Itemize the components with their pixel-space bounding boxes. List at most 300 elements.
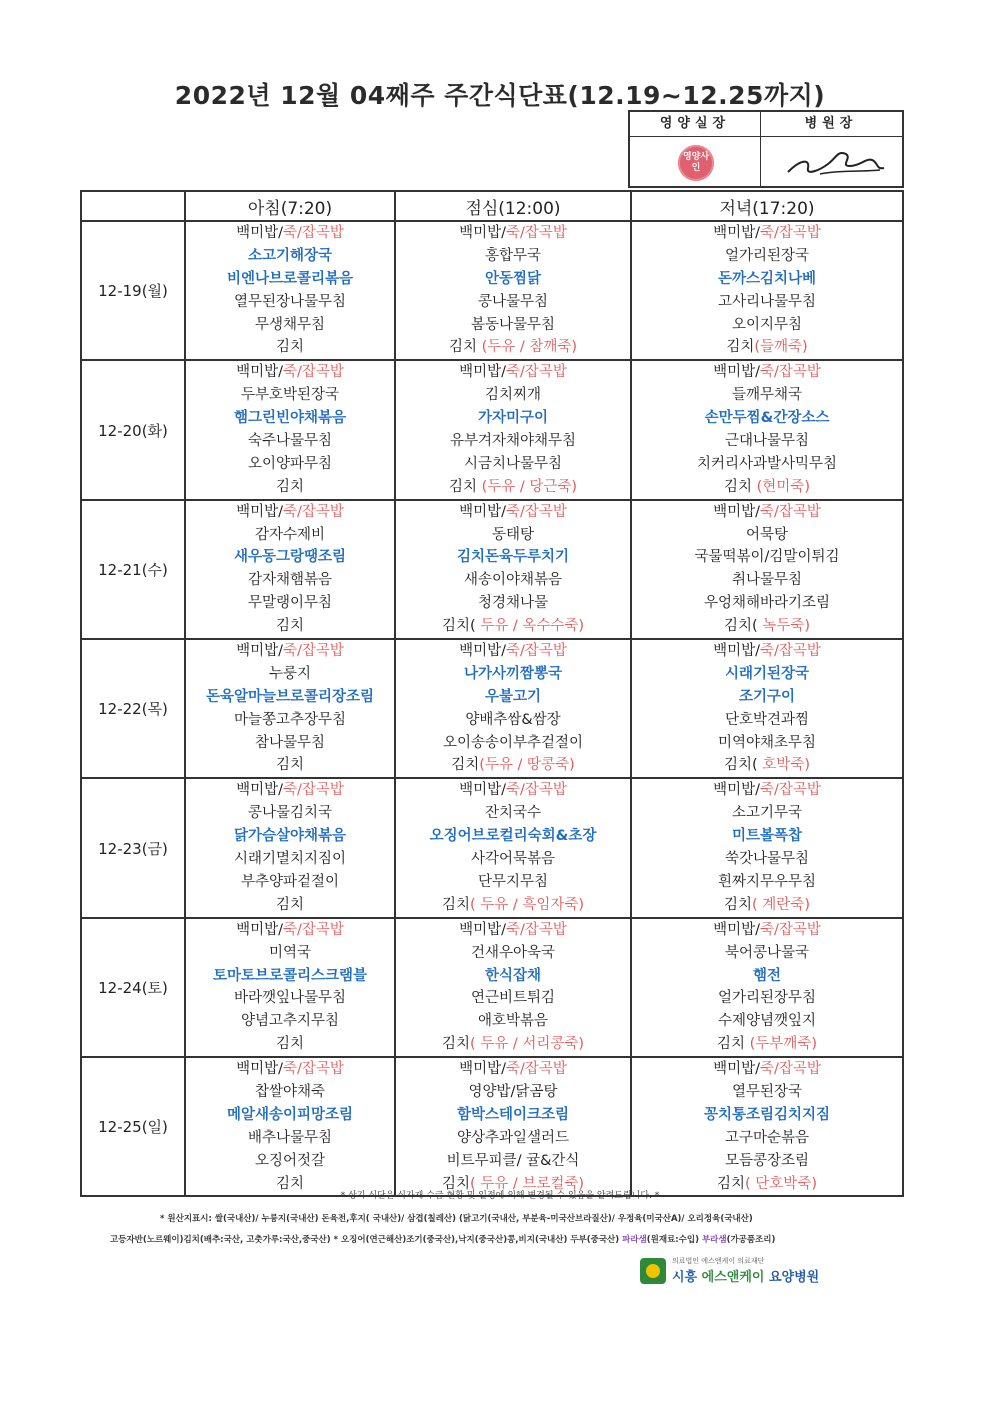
menu-item-text: 김치( — [441, 618, 481, 635]
menu-item-text: 동태탕 — [491, 526, 535, 543]
origin-brand-b: 부라샘 — [701, 1235, 727, 1245]
dinner-cell — [631, 1057, 903, 1196]
dinner-cell — [631, 639, 903, 778]
menu-item — [396, 430, 630, 453]
menu-item — [186, 1058, 394, 1081]
menu-item — [186, 942, 394, 965]
menu-item — [632, 825, 902, 848]
menu-item-text: 김치 — [717, 1036, 750, 1053]
menu-item-text: 김치 — [724, 896, 753, 913]
menu-item-text: 두부호박된장국 — [240, 387, 340, 404]
menu-item-text: 우불고기 — [484, 688, 542, 705]
logo-mark-icon — [640, 1258, 666, 1284]
date-cell: 12-23(금) — [81, 778, 185, 917]
corner-cell — [81, 191, 185, 221]
breakfast-cell — [185, 360, 395, 499]
menu-item-text: 햄그린빈야채볶음 — [233, 410, 347, 427]
menu-item-text: 김치 — [275, 1175, 304, 1192]
menu-item-text: 가자미구이 — [477, 410, 549, 427]
menu-item — [186, 871, 394, 894]
menu-item — [396, 640, 630, 663]
menu-item-highlight: 두유 / 옥수수죽) — [480, 618, 585, 635]
menu-item-highlight: (두유 / 땅콩죽) — [479, 757, 575, 774]
menu-item-text: 햄전 — [752, 967, 781, 984]
menu-item — [632, 268, 902, 291]
menu-item-text: 감자채햄볶음 — [247, 572, 333, 589]
menu-item — [632, 894, 902, 917]
menu-item-text: 콩나물김치국 — [247, 805, 333, 822]
menu-item — [632, 245, 902, 268]
menu-item — [186, 592, 394, 615]
seal-stamp — [678, 145, 714, 181]
menu-item-highlight: 호박죽) — [762, 757, 810, 774]
menu-item — [632, 709, 902, 732]
menu-item-highlight: ( 두유 / 브로컬죽) — [469, 1175, 585, 1192]
logo-name-b: 에스앤케이 — [701, 1270, 765, 1285]
menu-item-text: 바라깻잎나물무침 — [233, 990, 347, 1007]
date-cell: 12-22(목) — [81, 639, 185, 778]
menu-item — [632, 942, 902, 965]
menu-item — [632, 615, 902, 638]
menu-item-text: 근대나물무침 — [724, 433, 810, 450]
menu-item-text: 고구마순볶음 — [724, 1129, 810, 1146]
date-cell: 12-19(월) — [81, 221, 185, 360]
menu-item — [186, 1010, 394, 1033]
menu-item — [632, 384, 902, 407]
menu-item — [632, 592, 902, 615]
menu-item-text: 영양밥/닭곰탕 — [468, 1083, 558, 1100]
menu-item-text: 백미밥/ — [236, 921, 283, 938]
dinner-cell — [631, 221, 903, 360]
menu-item-text: 백미밥/ — [459, 503, 506, 520]
menu-item — [186, 894, 394, 917]
menu-item-text: 백미밥/ — [713, 1061, 760, 1078]
menu-item-text: 비엔나브로콜리볶음 — [226, 270, 354, 287]
menu-item — [186, 1104, 394, 1127]
dinner-cell — [631, 500, 903, 639]
menu-item-highlight: 죽/잡곡밥 — [505, 782, 567, 799]
date-cell: 12-24(토) — [81, 918, 185, 1057]
menu-item — [396, 1033, 630, 1056]
menu-item-text: 김치 — [451, 757, 480, 774]
menu-item-text: 사각어묵볶음 — [470, 851, 556, 868]
breakfast-header: 아침(7:20) — [185, 191, 395, 221]
menu-item-text: 새우동그랑땡조림 — [233, 549, 347, 566]
breakfast-cell — [185, 1057, 395, 1196]
menu-item — [186, 291, 394, 314]
menu-item — [396, 802, 630, 825]
breakfast-cell — [185, 778, 395, 917]
menu-item-text: 새송이야채볶음 — [463, 572, 563, 589]
menu-item — [396, 407, 630, 430]
menu-item-text: 나가사끼짬뽕국 — [463, 665, 563, 682]
menu-item-text: 미트볼폭찹 — [731, 828, 803, 845]
menu-item — [632, 546, 902, 569]
menu-item — [396, 663, 630, 686]
menu-item-highlight: 죽/잡곡밥 — [759, 225, 821, 241]
menu-item — [396, 848, 630, 871]
menu-item-text: 고사리나물무침 — [717, 293, 817, 310]
menu-item-text: 흰짜지무우무침 — [717, 873, 817, 890]
menu-item-highlight: (두부깨죽) — [749, 1036, 817, 1053]
menu-item — [186, 476, 394, 499]
menu-item — [186, 825, 394, 848]
menu-item — [186, 430, 394, 453]
lunch-cell — [395, 221, 631, 360]
menu-item-highlight: (두유 / 참깨죽) — [481, 339, 578, 356]
menu-item-highlight: 죽/잡곡밥 — [282, 503, 344, 520]
menu-item — [632, 222, 902, 245]
hospital-logo — [640, 1256, 820, 1290]
menu-item-text: 백미밥/ — [236, 364, 283, 381]
menu-item-highlight: 녹두죽) — [762, 618, 810, 635]
menu-item — [632, 663, 902, 686]
menu-item — [632, 501, 902, 524]
menu-item-text: 함박스테이크조림 — [456, 1106, 570, 1123]
menu-item — [396, 825, 630, 848]
menu-item-highlight: 죽/잡곡밥 — [282, 1061, 344, 1078]
menu-item — [186, 336, 394, 359]
menu-item — [396, 592, 630, 615]
menu-item-text: 김치( — [724, 757, 763, 774]
menu-item — [396, 314, 630, 337]
menu-item-text: 찹쌀야채죽 — [254, 1083, 326, 1100]
menu-item-text: 단호박견과찜 — [724, 711, 810, 728]
lunch-header: 점심(12:00) — [395, 191, 631, 221]
menu-item — [186, 314, 394, 337]
menu-item-highlight: (들깨죽) — [754, 339, 808, 356]
menu-item-text: 청경채나물 — [477, 595, 549, 612]
menu-item — [186, 569, 394, 592]
menu-item-text: 백미밥/ — [459, 782, 506, 799]
menu-item-text: 백미밥/ — [236, 782, 283, 799]
menu-item-text: 단무지무침 — [477, 873, 549, 890]
menu-item-text: 돈까스김치나베 — [717, 270, 817, 287]
menu-item-text: 마늘쫑고추장무침 — [233, 711, 347, 728]
menu-item-text: 연근비트튀김 — [470, 990, 556, 1007]
menu-item — [186, 453, 394, 476]
day-row — [81, 778, 903, 917]
menu-item — [396, 894, 630, 917]
menu-item — [186, 754, 394, 777]
menu-item — [396, 709, 630, 732]
lunch-cell — [395, 1057, 631, 1196]
menu-item — [186, 546, 394, 569]
menu-item — [396, 942, 630, 965]
change-notice: * 상기 식단은 식자재 수급 현황 및 일정에 의해 변경될 수 있음을 알려드립니다. * — [340, 1191, 660, 1201]
menu-item — [396, 268, 630, 291]
menu-item-highlight: 죽/잡곡밥 — [759, 364, 821, 381]
day-row — [81, 1057, 903, 1196]
menu-item-text: 김치 — [275, 757, 304, 774]
menu-item-text: 조기구이 — [738, 688, 796, 705]
menu-item-text: 열무된장국 — [731, 1083, 803, 1100]
menu-item-text: 오징어브로컬리숙회&초장 — [429, 828, 597, 845]
menu-item-highlight: 죽/잡곡밥 — [505, 225, 567, 241]
breakfast-cell — [185, 500, 395, 639]
weekly-menu-table — [80, 190, 904, 1197]
menu-item — [396, 1150, 630, 1173]
menu-item-text: 들깨무채국 — [731, 387, 803, 404]
origin-info-line1: * 원산지표시: 쌀(국내산)/ 누룽지(국내산) 돈육전,후지( 국내산)/ 삼겹(칠레산) (닭고기(국내산, 부분육-미국산브라질산)/ 우정육(미국산A)/ 오리정육(국내산) — [160, 1214, 753, 1224]
menu-item-text: 오이지무침 — [731, 316, 803, 333]
menu-item-text: 김치 — [441, 1175, 470, 1192]
menu-item — [632, 987, 902, 1010]
menu-item — [396, 754, 630, 777]
menu-item-highlight: 죽/잡곡밥 — [505, 921, 567, 938]
menu-item-text: 백미밥/ — [236, 643, 283, 660]
menu-item — [186, 686, 394, 709]
menu-item — [396, 686, 630, 709]
menu-item — [186, 615, 394, 638]
menu-item — [396, 1127, 630, 1150]
signature-icon — [780, 140, 890, 180]
lunch-cell — [395, 778, 631, 917]
menu-item — [186, 222, 394, 245]
date-cell: 12-25(일) — [81, 1057, 185, 1196]
menu-item-text: 백미밥/ — [236, 503, 283, 520]
menu-item — [396, 987, 630, 1010]
menu-item-highlight: 죽/잡곡밥 — [759, 503, 821, 520]
menu-item-text: 돈육알마늘브로콜리장조림 — [205, 688, 375, 705]
logo-name-c: 요양병원 — [764, 1270, 820, 1285]
menu-item — [186, 1127, 394, 1150]
menu-item — [632, 1010, 902, 1033]
menu-item — [396, 546, 630, 569]
menu-item-highlight: 죽/잡곡밥 — [759, 1061, 821, 1078]
menu-item-text: 김치 — [441, 896, 470, 913]
menu-item — [396, 476, 630, 499]
menu-item-text: 부추양파겉절이 — [240, 873, 340, 890]
menu-item-text: 북어콩나물국 — [724, 944, 810, 961]
dinner-header: 저녁(17:20) — [631, 191, 903, 221]
menu-item-text: 백미밥/ — [459, 1061, 506, 1078]
menu-item — [632, 802, 902, 825]
menu-item-highlight: 죽/잡곡밥 — [759, 782, 821, 799]
menu-item — [186, 919, 394, 942]
menu-item-text: 안동찜닭 — [484, 270, 542, 287]
date-cell: 12-21(수) — [81, 500, 185, 639]
menu-item-highlight: (현미죽) — [756, 478, 810, 495]
menu-item-highlight: (두유 / 당근죽) — [481, 478, 578, 495]
menu-item — [632, 430, 902, 453]
menu-item-text: 백미밥/ — [713, 364, 760, 381]
menu-item — [632, 732, 902, 755]
menu-item — [632, 1081, 902, 1104]
logo-name-a: 시흥 — [672, 1270, 702, 1285]
dinner-cell — [631, 360, 903, 499]
menu-item-highlight: 죽/잡곡밥 — [505, 364, 567, 381]
menu-item-text: 백미밥/ — [713, 782, 760, 799]
dinner-cell — [631, 918, 903, 1057]
menu-item-text: 백미밥/ — [236, 225, 283, 241]
menu-item-text: 콩나물무침 — [477, 293, 549, 310]
menu-item-text: 쑥갓나물무침 — [724, 851, 810, 868]
menu-item — [186, 524, 394, 547]
menu-item — [186, 848, 394, 871]
menu-item-highlight: 죽/잡곡밥 — [282, 225, 344, 241]
menu-item — [632, 1033, 902, 1056]
lunch-cell — [395, 639, 631, 778]
menu-item-text: 김치 — [275, 896, 304, 913]
menu-item — [632, 640, 902, 663]
day-row — [81, 918, 903, 1057]
menu-item — [186, 732, 394, 755]
menu-item-text: 시금치나물무침 — [463, 455, 563, 472]
dinner-cell — [631, 778, 903, 917]
menu-item-text: 오징어젓갈 — [254, 1152, 326, 1169]
menu-item-text: 메알새송이피망조림 — [226, 1106, 354, 1123]
menu-item-text: 치커리사과발사믹무침 — [696, 455, 838, 472]
menu-item — [632, 524, 902, 547]
menu-item-text: 누룽지 — [268, 665, 312, 682]
menu-item-text: 김치 — [441, 1036, 470, 1053]
menu-item-highlight: ( 계란죽) — [752, 896, 810, 913]
seal-stamp-text: 영양사 인 — [682, 152, 710, 173]
menu-item — [396, 779, 630, 802]
menu-item-highlight: 죽/잡곡밥 — [759, 921, 821, 938]
approval-box — [628, 110, 904, 188]
menu-item-text: 얼가리된장국 — [724, 247, 810, 264]
menu-item-highlight: 죽/잡곡밥 — [505, 503, 567, 520]
origin-text-c: (원재료:수입) — [646, 1235, 702, 1245]
logo-subtitle: 의료법인 에스앤케이 의료재단 — [672, 1257, 765, 1265]
menu-item-highlight: ( 두유 / 흑임자죽) — [469, 896, 585, 913]
menu-item — [186, 802, 394, 825]
menu-item-text: 수제양념깻잎지 — [717, 1013, 817, 1030]
menu-item-text: 꽁치통조림김치지짐 — [703, 1106, 831, 1123]
menu-item — [186, 1081, 394, 1104]
menu-item-text: 손만두찜&간장소스 — [704, 410, 830, 427]
origin-brand-a: 파라샘 — [622, 1235, 647, 1245]
menu-item-text: 유부겨자채야채무침 — [449, 433, 577, 450]
menu-item — [632, 871, 902, 894]
menu-item-text: 양배추쌈&쌈장 — [465, 711, 561, 728]
menu-item-text: 열무된장나물무침 — [233, 293, 347, 310]
menu-item — [396, 1058, 630, 1081]
menu-item-text: 김치 — [448, 478, 482, 495]
menu-item-text: 잔치국수 — [484, 805, 542, 822]
menu-item-text: 김치 — [275, 618, 304, 635]
menu-item-highlight: ( 단호박죽) — [745, 1175, 817, 1192]
menu-item — [396, 453, 630, 476]
menu-item — [632, 569, 902, 592]
menu-item — [632, 407, 902, 430]
menu-item-text: 미역야채초무침 — [717, 734, 817, 751]
menu-item-text: 김치 — [724, 478, 757, 495]
menu-item-text: 참나물무침 — [254, 734, 326, 751]
menu-item-highlight: 죽/잡곡밥 — [282, 364, 344, 381]
menu-item — [396, 1010, 630, 1033]
menu-item-text: 닭가슴살야채볶음 — [233, 828, 347, 845]
date-cell: 12-20(화) — [81, 360, 185, 499]
menu-item — [632, 779, 902, 802]
menu-item — [396, 615, 630, 638]
lunch-cell — [395, 500, 631, 639]
menu-item-text: 취나물무침 — [731, 572, 803, 589]
menu-item-text: 봄동나물무침 — [470, 316, 556, 333]
menu-item-highlight: 죽/잡곡밥 — [282, 921, 344, 938]
menu-item-text: 백미밥/ — [459, 225, 506, 241]
menu-item-text: 모듬콩장조림 — [724, 1152, 810, 1169]
menu-item-text: 양상추과일샐러드 — [456, 1129, 570, 1146]
menu-item-text: 김치찌개 — [484, 387, 542, 404]
menu-item-highlight: ( 두유 / 서리콩죽) — [469, 1036, 585, 1053]
menu-item — [396, 291, 630, 314]
menu-item-text: 배추나물무침 — [247, 1129, 333, 1146]
menu-item — [186, 407, 394, 430]
menu-item-text: 무말랭이무침 — [247, 595, 333, 612]
menu-item-highlight: 죽/잡곡밥 — [282, 643, 344, 660]
menu-item — [186, 1150, 394, 1173]
menu-item — [396, 871, 630, 894]
menu-item — [186, 709, 394, 732]
nutrition-chief-label: 영양실장 — [630, 112, 761, 137]
menu-item — [396, 336, 630, 359]
menu-item — [396, 1081, 630, 1104]
day-row — [81, 639, 903, 778]
menu-item-text: 백미밥/ — [713, 225, 760, 241]
menu-item — [632, 336, 902, 359]
menu-item — [632, 1127, 902, 1150]
menu-item-text: 백미밥/ — [713, 643, 760, 660]
menu-item-text: 애호박볶음 — [477, 1013, 549, 1030]
menu-item-highlight: 죽/잡곡밥 — [505, 1061, 567, 1078]
menu-item-text: 김치돈육두루치기 — [456, 549, 570, 566]
menu-item-text: 미역국 — [268, 944, 312, 961]
menu-item — [632, 476, 902, 499]
day-row — [81, 500, 903, 639]
menu-item-text: 소고기무국 — [731, 805, 803, 822]
day-row — [81, 360, 903, 499]
menu-item-text: 김치 — [275, 339, 304, 356]
menu-item-text: 어묵탕 — [745, 526, 789, 543]
menu-item-text: 김치 — [448, 339, 482, 356]
menu-item — [632, 361, 902, 384]
menu-item — [632, 314, 902, 337]
menu-item — [186, 1033, 394, 1056]
page-title: 2022년 12월 04째주 주간식단표(12.19~12.25까지) — [174, 81, 826, 110]
menu-item-text: 오이송송이부추겉절이 — [442, 734, 584, 751]
menu-item-text: 백미밥/ — [713, 503, 760, 520]
origin-text-a: 고등자반(노르웨이)김치(배추:국산, 고춧가루:국산,중국산) * 오징어(연근해산)조기(중국산),낙지(중국산)콩,비지(국내산) 두부(중국산) — [110, 1235, 623, 1245]
menu-item — [632, 754, 902, 777]
menu-item — [396, 361, 630, 384]
menu-item — [632, 453, 902, 476]
origin-text-e: (가공품조리) — [726, 1235, 776, 1245]
menu-item-text: 백미밥/ — [459, 643, 506, 660]
header-row — [81, 191, 903, 221]
menu-item-text: 오이양파무침 — [247, 455, 333, 472]
menu-item-text: 백미밥/ — [236, 1061, 283, 1078]
menu-item — [632, 965, 902, 988]
menu-item — [186, 987, 394, 1010]
menu-item — [186, 965, 394, 988]
menu-item-text: 김치 — [726, 339, 755, 356]
menu-item-text: 한식잡채 — [484, 967, 542, 984]
menu-item — [186, 501, 394, 524]
menu-item — [396, 384, 630, 407]
director-label: 병원장 — [760, 112, 902, 137]
menu-item — [396, 524, 630, 547]
menu-item-text: 숙주나물무침 — [247, 433, 333, 450]
menu-item — [632, 848, 902, 871]
breakfast-cell — [185, 639, 395, 778]
menu-item — [396, 245, 630, 268]
menu-item-text: 국물떡볶이/김말이튀김 — [694, 549, 840, 566]
menu-item-text: 시래기멸치지짐이 — [233, 851, 347, 868]
menu-item — [186, 245, 394, 268]
